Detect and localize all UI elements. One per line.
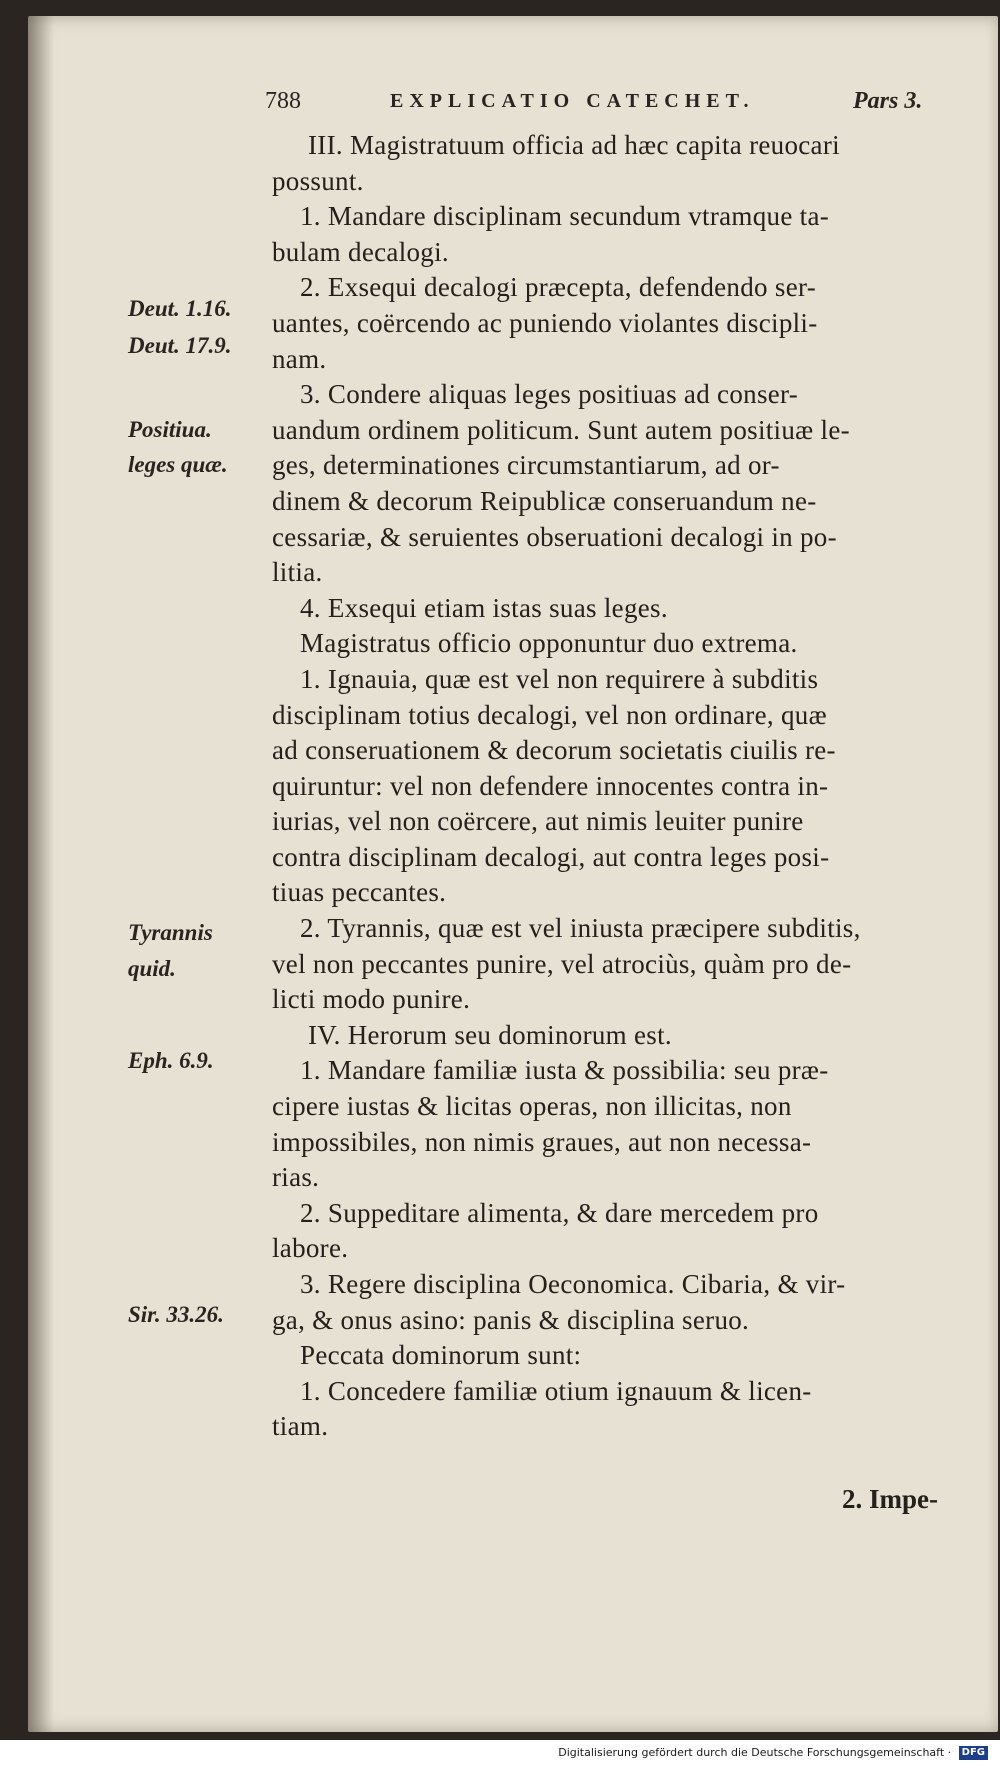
text-line: nam. (272, 343, 327, 374)
margin-note: Deut. 1.16. (128, 296, 232, 321)
margin-note: Sir. 33.26. (128, 1302, 224, 1327)
margin-note: leges quæ. (128, 452, 228, 477)
text-line: bulam decalogi. (272, 236, 449, 267)
text-line: 4. Exsequi etiam istas suas leges. (300, 592, 668, 623)
part-label: Pars 3. (853, 88, 923, 114)
text-line: litia. (272, 557, 323, 588)
catchword: 2. Impe- (842, 1484, 938, 1514)
text-line: uantes, coërcendo ac puniendo violantes discipli- (272, 307, 818, 338)
text-line: 3. Regere disciplina Oeconomica. Cibaria, & vir- (300, 1269, 846, 1299)
margin-notes (0, 0, 260, 1700)
text-line: IV. Herorum seu dominorum est. (308, 1019, 672, 1050)
text-line: 1. Mandare disciplinam secundum vtramque ta- (300, 201, 830, 232)
funding-credit (558, 1746, 988, 1760)
text-line: ges, determinationes circumstantiarum, ad or- (272, 450, 780, 481)
text-line: cessariæ, & seruientes obseruationi decalogi in po- (272, 521, 837, 552)
running-title: EXPLICATIO CATECHET. (390, 90, 755, 112)
text-line: III. Magistratuum officia ad hæc capita reuocari (308, 130, 840, 160)
text-line: tiuas peccantes. (272, 877, 447, 908)
text-line: 1. Mandare familiæ iusta & possibilia: seu præ- (300, 1055, 829, 1086)
text-line: iurias, vel non coërcere, aut nimis leuiter punire (272, 806, 804, 837)
text-line: 1. Ignauia, quæ est vel non requirere à subditis (300, 663, 819, 694)
margin-note: quid. (128, 956, 176, 981)
text-line: possunt. (272, 165, 364, 196)
text-line: ga, & onus asino: panis & disciplina seruo. (272, 1304, 750, 1335)
text-line: vel non peccantes punire, vel atrociùs, quàm pro de- (272, 948, 852, 979)
text-line: 2. Exsequi decalogi præcepta, defendendo ser- (300, 272, 817, 303)
text-line: 2. Tyrannis, quæ est vel iniusta præcipere subditis, (300, 913, 861, 944)
text-line: contra disciplinam decalogi, aut contra leges posi- (272, 841, 830, 872)
margin-note: Deut. 17.9. (128, 333, 232, 358)
funding-credit-text: Digitalisierung gefördert durch die Deutsche Forschungsgemeinschaft · (558, 1746, 952, 1759)
text-line: dinem & decorum Reipublicæ conseruandum ne- (272, 485, 817, 516)
dfg-logo: DFG (959, 1746, 988, 1760)
text-line: impossibiles, non nimis graues, aut non necessa- (272, 1126, 812, 1157)
text-line: labore. (272, 1233, 349, 1264)
text-line: tiam. (272, 1411, 329, 1442)
text-line: 1. Concedere familiæ otium ignauum & licen- (300, 1375, 812, 1406)
margin-note: Positiua. (128, 417, 212, 442)
text-line: ad conseruationem & decorum societatis ciuilis re- (272, 735, 836, 766)
page-number: 788 (265, 88, 301, 114)
text-line: licti modo punire. (272, 984, 471, 1015)
text-line: Peccata dominorum sunt: (300, 1340, 582, 1371)
text-line: uandum ordinem politicum. Sunt autem positiuæ le- (272, 414, 850, 445)
text-line: Magistratus officio opponuntur duo extrema. (300, 628, 798, 659)
margin-note: Eph. 6.9. (128, 1048, 214, 1073)
body-text (272, 128, 952, 1445)
text-line: quiruntur: vel non defendere innocentes contra in- (272, 770, 829, 801)
text-line: 2. Suppeditare alimenta, & dare mercedem pro (300, 1197, 819, 1228)
text-line: cipere iustas & licitas operas, non illicitas, non (272, 1091, 792, 1122)
margin-note: Tyrannis (128, 920, 213, 945)
footer-bar (0, 1740, 1000, 1768)
text-line: rias. (272, 1162, 320, 1193)
text-line: disciplinam totius decalogi, vel non ordinare, quæ (272, 699, 827, 730)
text-line: 3. Condere aliquas leges positiuas ad conser- (300, 379, 799, 410)
